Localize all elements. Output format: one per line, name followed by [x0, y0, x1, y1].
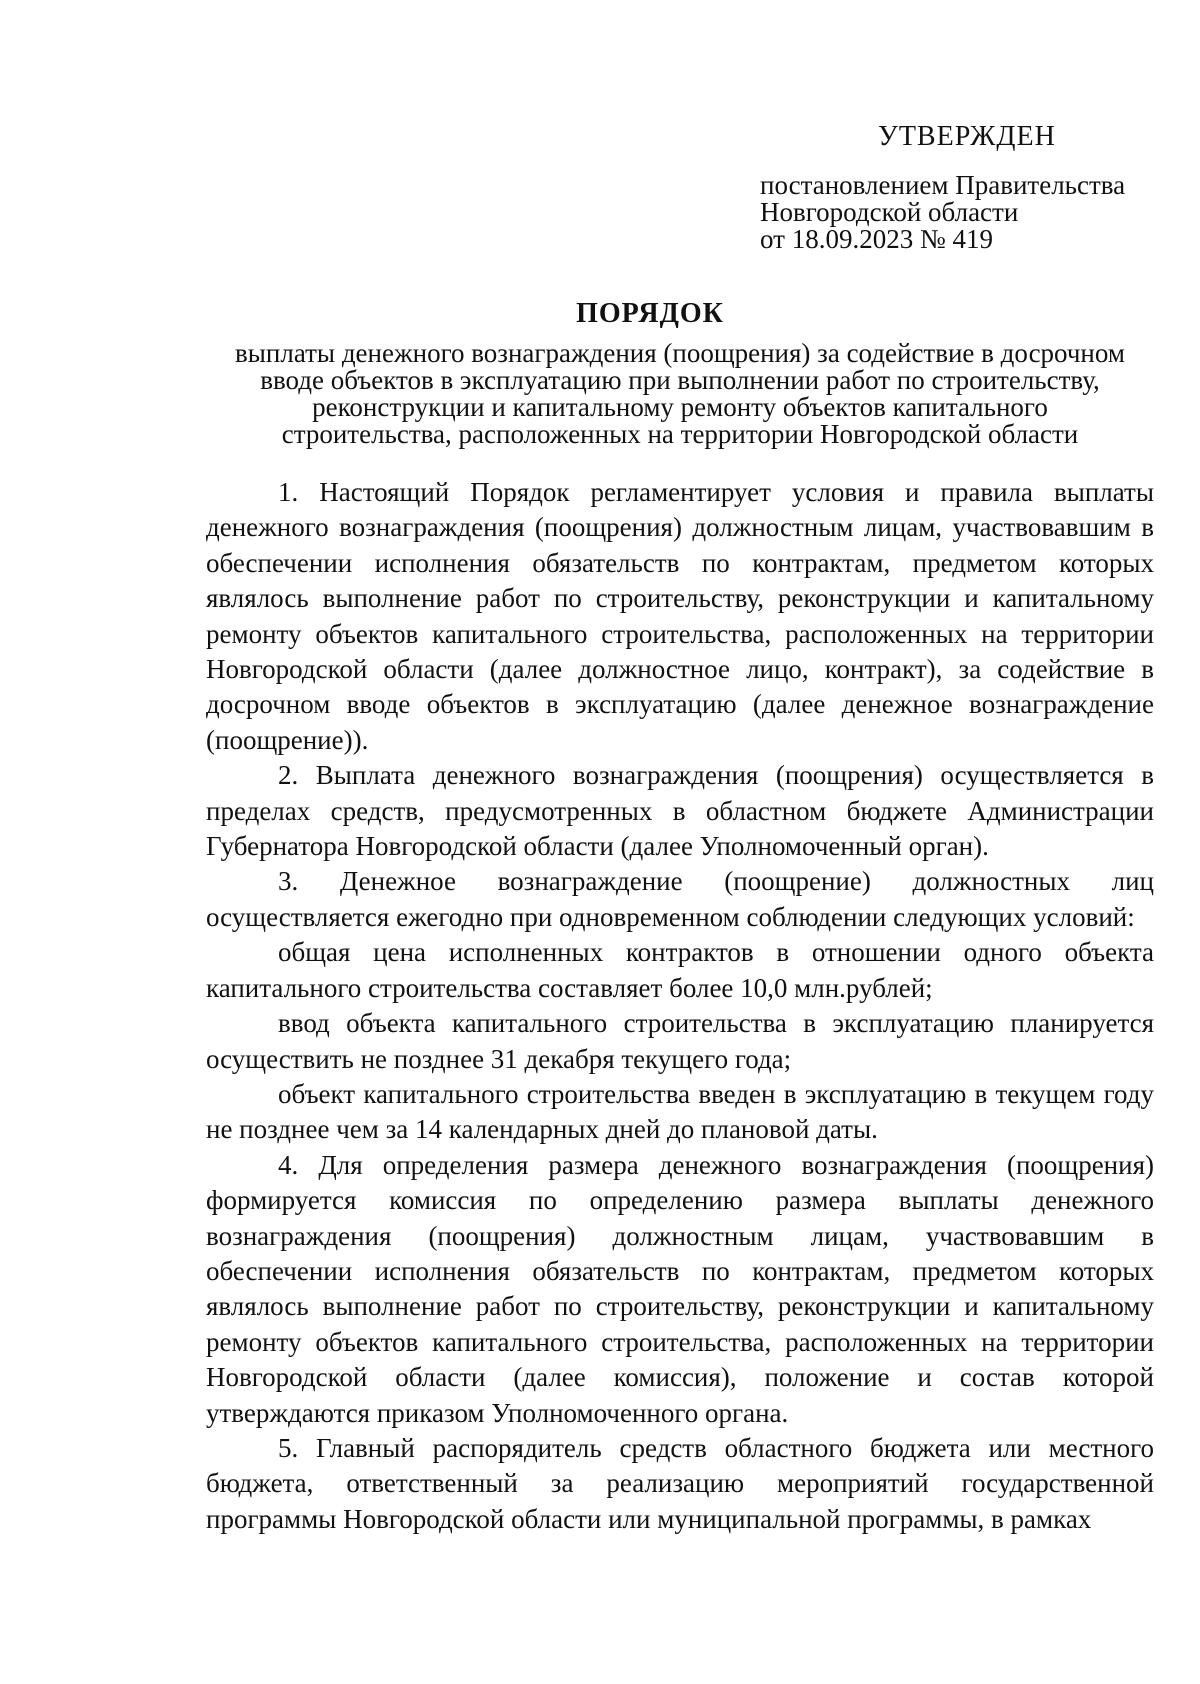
subtitle-line: реконструкции и капитальному ремонту объектов капитального: [312, 392, 1048, 422]
document-body: [206, 475, 1154, 1537]
paragraph: общая цена исполненных контрактов в отношении одного объекта капитального строительства составляет более 10,0 млн.рублей;: [206, 937, 1154, 1003]
subtitle-line: строительства, расположенных на территории Новгородской области: [281, 419, 1079, 449]
document-title: ПОРЯДОК: [576, 298, 724, 329]
paragraph: объект капитального строительства введен в эксплуатацию в текущем году не позднее чем за 14 календарных дней до плановой даты.: [206, 1078, 1154, 1145]
approval-line: от 18.09.2023 № 419: [760, 224, 993, 254]
paragraph: 3. Денежное вознаграждение (поощрение) должностных лиц осуществляется ежегодно при одновременном соблюдении следующих условий:: [206, 866, 1154, 932]
paragraph: 1. Настоящий Порядок регламентирует условия и правила выплаты денежного вознаграждения (поощрения) должностным лицам, участвовавшим в обеспечении исполнения обязательств по контрактам, предметом которых являлось выполнение работ по строительству, реконструкции и капитальному ремонту объектов капитального строительства, расположенных на территории Новгородской области (далее должностное лицо, контракт), за содействие в досрочном вводе объектов в эксплуатацию (далее денежное вознаграждение (поощрение)).: [206, 477, 1154, 755]
approval-line: постановлением Правительства: [760, 170, 1126, 200]
document-subtitle: [200, 340, 1160, 448]
paragraph: ввод объекта капитального строительства в эксплуатацию планируется осуществить не позднее 31 декабря текущего года;: [206, 1008, 1154, 1074]
paragraph: 2. Выплата денежного вознаграждения (поощрения) осуществляется в пределах средств, предусмотренных в областном бюджете Администрации Губернатора Новгородской области (далее Уполномоченный орган).: [206, 760, 1154, 862]
paragraph: 5. Главный распорядитель средств областного бюджета или местного бюджета, ответственный за реализацию мероприятий государственной программы Новгородской области или муниципальной программы, в рамках: [206, 1432, 1154, 1534]
subtitle-line: выплаты денежного вознаграждения (поощрения) за содействие в досрочном: [235, 338, 1125, 368]
approval-line: Новгородской области: [760, 197, 1019, 227]
subtitle-line: вводе объектов в эксплуатацию при выполнении работ по строительству,: [260, 365, 1100, 395]
approval-stamp: [760, 120, 1160, 253]
approval-lines: [760, 172, 1160, 253]
approval-title: УТВЕРЖДЕН: [878, 121, 1056, 152]
paragraph: 4. Для определения размера денежного вознаграждения (поощрения) формируется комиссия по определению размера выплаты денежного вознаграждения (поощрения) должностным лицам, участвовавшим в обеспечении исполнения обязательств по контрактам, предметом которых являлось выполнение работ по строительству, реконструкции и капитальному ремонту объектов капитального строительства, расположенных на территории Новгородской области (далее комиссия), положение и состав которой утверждаются приказом Уполномоченного органа.: [206, 1149, 1154, 1428]
